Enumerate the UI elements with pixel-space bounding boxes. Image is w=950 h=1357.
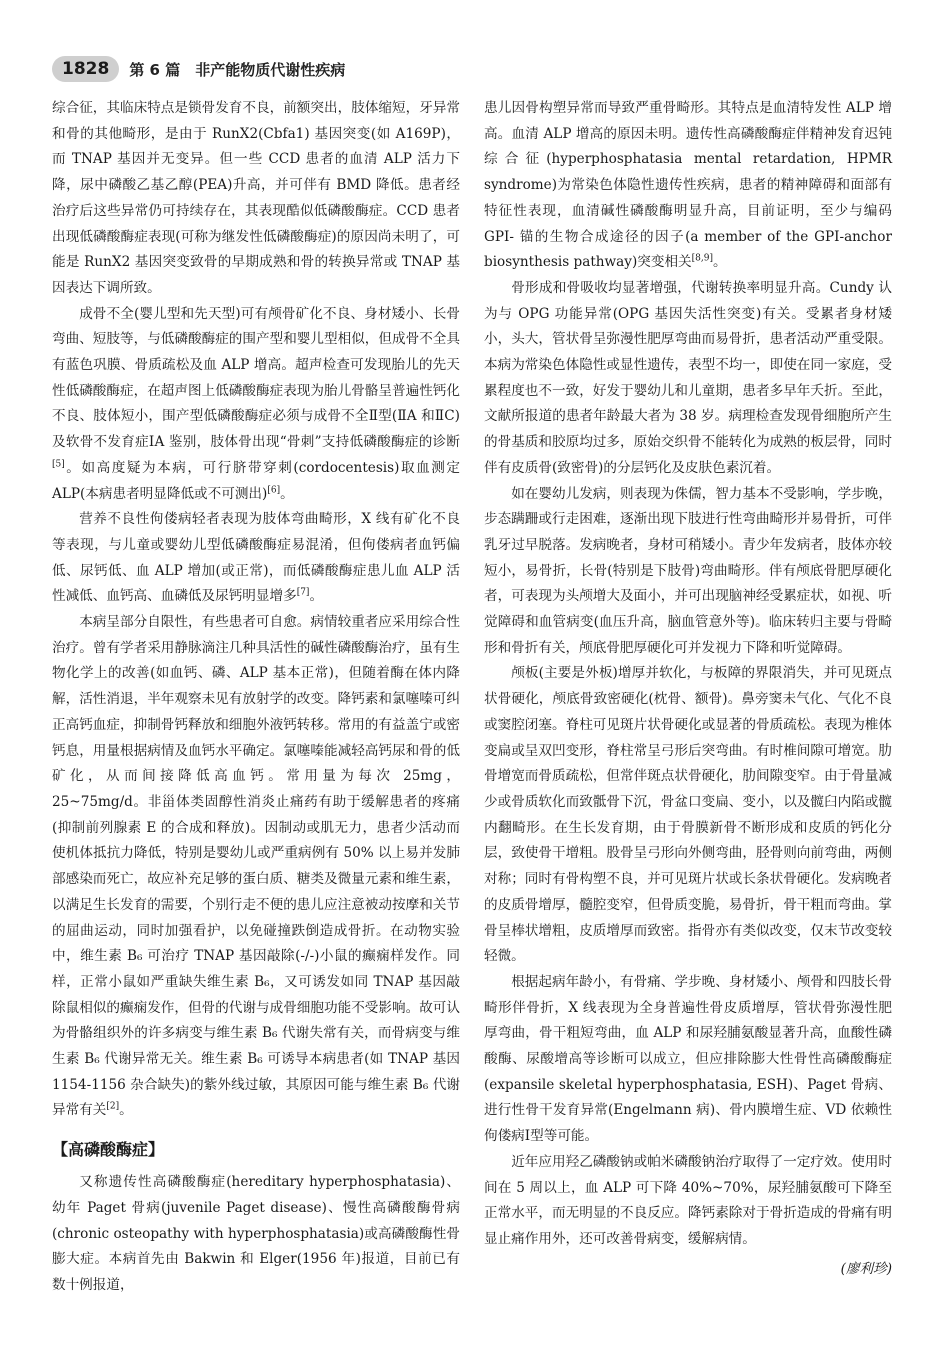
paragraph (52, 507, 460, 610)
paragraph: 骨形成和骨吸收均显著增强，代谢转换率明显升高。Cundy 认为与 OPG 功能异常(OPG 基因失活性突变)有关。受累者身材矮小，头大，管状骨呈弥漫性肥厚弯曲而易骨折，患者活动严重受限。本病为常染色体隐性或显性遗传，表型不均一，即使在同一家庭，受累程度也不一致，好发于婴幼儿和儿童期，患者多早年夭折。至此，文献所报道的患者年龄最大者为 38 岁。病理检查发现骨细胞所产生的骨基质和胶原均过多，原始交织骨不能转化为成熟的板层骨，同时伴有皮质骨(致密骨)的分层钙化及皮肤色素沉着。 (484, 279, 892, 476)
citation: [8,9] (691, 253, 713, 264)
paragraph: 近年应用羟乙磷酸钠或帕米磷酸钠治疗取得了一定疗效。使用时间在 5 周以上，血 ALP 可下降 40%~70%，尿羟脯氨酸可下降至正常水平，而无明显的不良反应。降钙素除对于骨折造成的骨痛有明显止痛作用外，还可改善骨病变，缓解病情。 (484, 1153, 892, 1247)
citation: [7] (296, 587, 310, 598)
paragraph: 综合征，其临床特点是锁骨发育不良，前额突出，肢体缩短，牙异常和骨的其他畸形，是由于 RunX2(Cbfa1) 基因突变(如 A169P)，而 TNAP 基因并无变异。但一些 CCD 患者的血清 ALP 活力下降，尿中磷酸乙基乙醇(PEA)升高，并可伴有 BMD 降低。患者经治疗后这些异常仍可持续存在，其表现酷似低磷酸酶症。CCD 患者出现低磷酸酶症表现(可称为继发性低磷酸酶症)的原因尚未明了，可能是 RunX2 基因突变致骨的早期成熟和骨的转换异常或 TNAP 基因表达下调所致。 (52, 100, 460, 296)
author-signature: (廖利珍) (840, 1260, 892, 1277)
paragraph (52, 610, 460, 1124)
page-header (52, 54, 900, 84)
paragraph-text: 患儿因骨构塑异常而导致严重骨畸形。其特点是血清特发性 ALP 增高。血清 ALP 增高的原因未明。遗传性高磷酸酶症伴精神发育迟钝综合征(hyperphosphatasia mental retardation, HPMR syndrome)为常染色体隐性遗传性疾病，患者的精神障碍和面部有特征性表现，血清碱性磷酸酶明显升高，目前证明，至少与编码 GPI- 锚的生物合成途径的因子(a member of the GPI-anchor biosynthesis pathway)突变相关 (484, 100, 892, 271)
paragraph: 颅板(主要是外板)增厚并软化，与板障的界限消失，并可见斑点状骨硬化，颅底骨致密硬化(枕骨、额骨)。鼻旁窦未气化、气化不良或窦腔闭塞。脊柱可见斑片状骨硬化或显著的骨质疏松。表现为椎体变扁或呈双凹变形，脊柱常呈弓形后突弯曲。有时椎间隙可增宽。肋骨增宽而骨质疏松，但常伴斑点状骨硬化，肋间隙变窄。由于骨量减少或骨质软化而致骶骨下沉，骨盆口变扁、变小，以及髋臼内陷或髋内翻畸形。在生长发育期，由于骨膜新骨不断形成和皮质的钙化分层，致使骨干增粗。股骨呈弓形向外侧弯曲，胫骨则向前弯曲，两侧对称；同时有骨构塑不良，并可见斑片状或长条状骨硬化。发病晚者的皮质骨增厚，髓腔变窄，但骨质变脆，易骨折，骨干粗而弯曲。掌骨呈棒状增粗，皮质增厚而致密。指骨亦有类似改变，仅末节改变较轻微。 (484, 665, 892, 965)
left-column (52, 96, 460, 1299)
citation: [2] (106, 1101, 120, 1112)
running-title: 第 6 篇 非产能物质代谢性疾病 (129, 60, 346, 79)
right-column (484, 96, 892, 1282)
page-number-badge: 1828 (52, 56, 119, 82)
section-heading: 【高磷酸酶症】 (52, 1140, 165, 1160)
paragraph-text: 。 (280, 485, 294, 502)
paragraph (484, 96, 892, 276)
citation: [5] (52, 459, 65, 470)
paragraph: 根据起病年龄小，有骨痛、学步晚、身材矮小、颅骨和四肢长骨畸形伴骨折，X 线表现为全身普遍性骨皮质增厚，管状骨弥漫性肥厚弯曲，骨干粗短弯曲，血 ALP 和尿羟脯氨酸显著升高，血酸性磷酸酶、尿酸增高等诊断可以成立，但应排除膨大性骨性高磷酸酶症(expansile skeletal hyperphosphatasia, ESH)、Paget 骨病、进行性骨干发育异常(Engelmann 病)、骨内膜增生症、VD 依赖性佝偻病Ⅰ型等可能。 (484, 973, 892, 1145)
citation: [6] (267, 485, 281, 496)
paragraph-text: 本病呈部分自限性，有些患者可自愈。病情较重者应采用综合性治疗。曾有学者采用静脉滴注几种具活性的碱性磷酸酶治疗，虽有生物化学上的改善(如血钙、磷、ALP 基本正常)，但随着酶在体内降解，活性消退，半年观察未见有放射学的改变。降钙素和氯噻嗪可纠正高钙血症，抑制骨钙释放和细胞外液钙转移。常用的有益盖宁或密钙息，用量根据病情及血钙水平确定。氯噻嗪能减轻高钙尿和骨的低矿化，从而间接降低高血钙。常用量为每次 25mg，25~75mg/d。非甾体类固醇性消炎止痛药有助于缓解患者的疼痛(抑制前列腺素 E 的合成和释放)。因制动或肌无力，患者少活动而使机体抵抗力降低，特别是婴幼儿或严重病例有 50% 以上易并发肺部感染而死亡，故应补充足够的蛋白质、糖类及微量元素和维生素，以满足生长发育的需要，个别行走不便的患儿应注意被动按摩和关节的屈曲运动，同时加强看护，以免碰撞跌倒造成骨折。在动物实验中，维生素 B₆ 可治疗 TNAP 基因敲除(-/-)小鼠的癫痫样发作。同样，正常小鼠如严重缺失维生素 B₆，又可诱发如同 TNAP 基因敲除鼠相似的癫痫发作，但骨的代谢与成骨细胞功能不受影响。故可认为骨骼组织外的许多病变与维生素 B₆ 代谢失常有关，而骨病变与维生素 B₆ 代谢异常无关。维生素 B₆ 可诱导本病患者(如 TNAP 基因 1154-1156 杂合缺失)的紫外线过敏，其原因可能与维生素 B₆ 代谢异常有关 (52, 614, 460, 1119)
paragraph-text: 。 (713, 254, 727, 271)
paragraph-text: 。 (119, 1102, 133, 1119)
paragraph (52, 302, 460, 508)
paragraph: 如在婴幼儿发病，则表现为侏儒，智力基本不受影响，学步晚，步态蹒跚或行走困难，逐渐出现下肢进行性弯曲畸形并易骨折，可伴乳牙过早脱落。发病晚者，身材可稍矮小。青少年发病者，肢体亦较短小，易骨折，长骨(特别是下肢骨)弯曲畸形。伴有颅底骨肥厚硬化者，可表现为头颅增大及面小，并可出现脑神经受累症状，如视、听觉障碍和血管病变(血压升高，脑血管意外等)。临床转归主要与骨畸形和骨折有关，颅底骨肥厚硬化可并发视力下降和听觉障碍。 (484, 485, 892, 656)
paragraph-text: 营养不良性佝偻病轻者表现为肢体弯曲畸形，X 线有矿化不良等表现，与儿童或婴幼儿型低磷酸酶症易混淆，但佝偻病者血钙偏低、尿钙低、血 ALP 增加(或正常)，而低磷酸酶症患儿血 ALP 活性减低、血钙高、血磷低及尿钙明显增多 (52, 511, 460, 605)
paragraph-text: 成骨不全(婴儿型和先天型)可有颅骨矿化不良、身材矮小、长骨弯曲、短肢等，与低磷酸酶症的围产型和婴儿型相似，但成骨不全具有蓝色巩膜、骨质疏松及血 ALP 增高。超声检查可发现胎儿的先天性低磷酸酶症，在超声图上低磷酸酶症表现为胎儿骨骼呈普遍性钙化不良、肢体短小，围产型低磷酸酶症必须与成骨不全Ⅱ型(ⅡA 和ⅡC)及软骨不发育症ⅠA 鉴别，肢体骨出现“骨刺”支持低磷酸酶症的诊断 (52, 305, 460, 451)
paragraph: 又称遗传性高磷酸酶症(hereditary hyperphosphatasia)、幼年 Paget 骨病(juvenile Paget disease)、慢性高磷酸酶骨病(chronic osteopathy with hyperphosphatasia)或高磷酸酶性骨膨大症。本病首先由 Bakwin 和 Elger(1956 年)报道，目前已有数十例报道， (52, 1174, 460, 1293)
paragraph-text: 。 (309, 588, 324, 605)
paragraph-text: 。如高度疑为本病，可行脐带穿刺(cordocentesis)取血测定 ALP(本病患者明显降低或不可测出) (52, 459, 460, 502)
